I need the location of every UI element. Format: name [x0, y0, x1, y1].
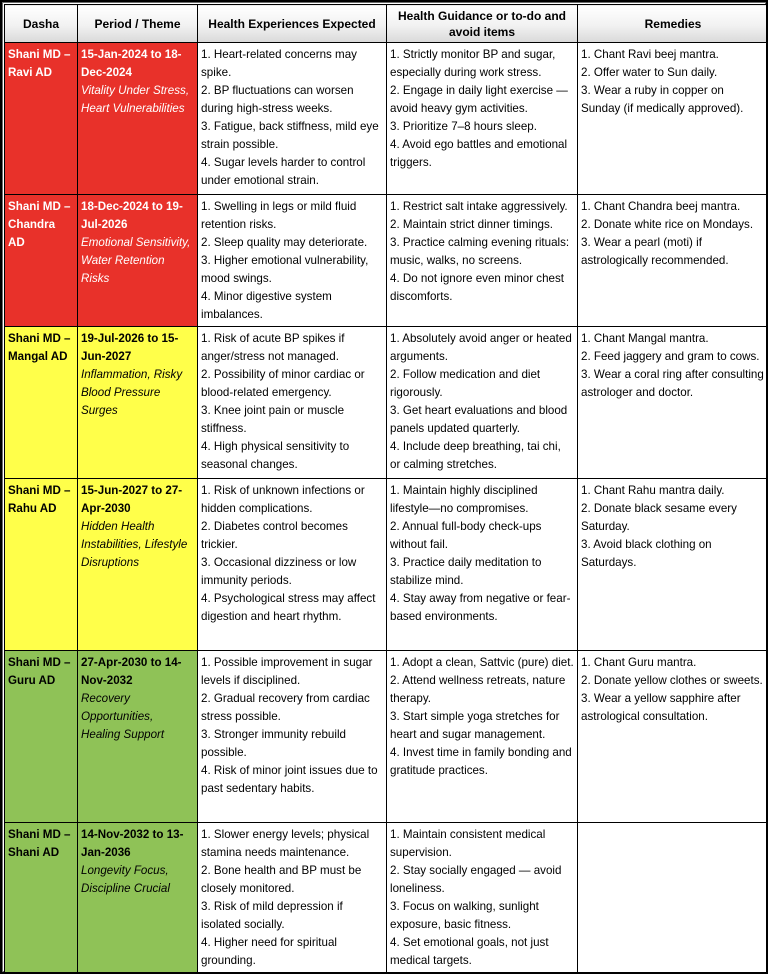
dasha-cell: Shani MD – Shani AD [5, 823, 78, 974]
health-cell [198, 195, 387, 327]
guidance-item: 1. Adopt a clean, Sattvic (pure) diet. [390, 656, 574, 669]
header-dasha: Dasha [5, 5, 78, 43]
guidance-item: 3. Focus on walking, sunlight exposure, basic fitness. [390, 900, 539, 931]
guidance-item: 1. Restrict salt intake aggressively. [390, 200, 568, 213]
remedy-item: 2. Donate black sesame every Saturday. [581, 502, 737, 533]
remedy-item: 2. Donate yellow clothes or sweets. [581, 674, 763, 687]
health-item: 1. Slower energy levels; physical stamina needs maintenance. [201, 828, 370, 859]
period-cell [78, 479, 198, 651]
dasha-cell: Shani MD – Rahu AD [5, 479, 78, 651]
dasha-cell: Shani MD – Mangal AD [5, 327, 78, 479]
dasha-cell: Shani MD – Ravi AD [5, 43, 78, 195]
health-item: 1. Risk of acute BP spikes if anger/stress not managed. [201, 332, 345, 363]
guidance-item: 3. Practice daily meditation to stabilize mind. [390, 556, 542, 587]
period-theme: Inflammation, Risky Blood Pressure Surges [81, 368, 183, 417]
health-item: 4. Psychological stress may affect digestion and heart rhythm. [201, 592, 376, 623]
health-cell [198, 43, 387, 195]
table-row [5, 195, 768, 327]
remedy-item: 3. Avoid black clothing on Saturdays. [581, 538, 712, 569]
guidance-item: 1. Strictly monitor BP and sugar, especially during work stress. [390, 48, 556, 79]
guidance-item: 2. Annual full-body check-ups without fail. [390, 520, 542, 551]
guidance-item: 4. Set emotional goals, not just medical targets. [390, 936, 549, 967]
health-item: 3. Occasional dizziness or low immunity periods. [201, 556, 357, 587]
guidance-item: 3. Start simple yoga stretches for heart and sugar management. [390, 710, 560, 741]
guidance-cell [387, 651, 578, 823]
health-item: 2. Sleep quality may deteriorate. [201, 236, 368, 249]
guidance-item: 1. Maintain consistent medical supervision. [390, 828, 546, 859]
period-theme: Vitality Under Stress, Heart Vulnerabilities [81, 84, 190, 115]
health-item: 2. Gradual recovery from cardiac stress possible. [201, 692, 370, 723]
remedy-item: 2. Donate white rice on Mondays. [581, 218, 754, 231]
period-cell [78, 823, 198, 974]
period-dates: 18-Dec-2024 to 19-Jul-2026 [81, 200, 183, 231]
period-theme: Recovery Opportunities, Healing Support [81, 692, 165, 741]
health-cell [198, 651, 387, 823]
table-row [5, 651, 768, 823]
remedies-cell-empty [578, 823, 768, 974]
guidance-cell [387, 479, 578, 651]
guidance-cell [387, 195, 578, 327]
table-row [5, 327, 768, 479]
remedies-cell [578, 195, 768, 327]
health-cell [198, 823, 387, 974]
dasha-cell: Shani MD – Chandra AD [5, 195, 78, 327]
guidance-item: 2. Follow medication and diet rigorously. [390, 368, 541, 399]
period-cell [78, 651, 198, 823]
header-guidance: Health Guidance or to-do and avoid items [387, 5, 578, 43]
period-cell [78, 195, 198, 327]
header-period: Period / Theme [78, 5, 198, 43]
health-cell [198, 327, 387, 479]
remedy-item: 2. Offer water to Sun daily. [581, 66, 718, 79]
remedy-item: 1. Chant Guru mantra. [581, 656, 697, 669]
remedy-item: 1. Chant Chandra beej mantra. [581, 200, 741, 213]
period-theme: Emotional Sensitivity, Water Retention Risks [81, 236, 191, 285]
period-dates: 19-Jul-2026 to 15-Jun-2027 [81, 332, 179, 363]
health-item: 2. Possibility of minor cardiac or blood-related emergency. [201, 368, 365, 399]
table-row [5, 823, 768, 974]
guidance-item: 1. Maintain highly disciplined lifestyle—no compromises. [390, 484, 538, 515]
remedy-item: 2. Feed jaggery and gram to cows. [581, 350, 760, 363]
remedy-item: 1. Chant Ravi beej mantra. [581, 48, 719, 61]
remedy-item: 1. Chant Mangal mantra. [581, 332, 709, 345]
period-cell [78, 43, 198, 195]
remedies-cell [578, 327, 768, 479]
health-item: 4. Higher need for spiritual grounding. [201, 936, 337, 967]
period-theme: Longevity Focus, Discipline Crucial [81, 864, 170, 895]
period-theme: Hidden Health Instabilities, Lifestyle Disruptions [81, 520, 188, 569]
health-item: 3. Higher emotional vulnerability, mood swings. [201, 254, 369, 285]
health-item: 1. Heart-related concerns may spike. [201, 48, 357, 79]
remedy-item: 1. Chant Rahu mantra daily. [581, 484, 725, 497]
remedies-cell [578, 43, 768, 195]
health-item: 3. Fatigue, back stiffness, mild eye strain possible. [201, 120, 379, 151]
guidance-item: 3. Get heart evaluations and blood panels updated quarterly. [390, 404, 568, 435]
dasha-health-table [4, 4, 768, 974]
table-row [5, 43, 768, 195]
health-item: 4. Sugar levels harder to control under emotional strain. [201, 156, 366, 187]
guidance-item: 4. Include deep breathing, tai chi, or calming stretches. [390, 440, 561, 471]
guidance-cell [387, 43, 578, 195]
guidance-item: 2. Attend wellness retreats, nature therapy. [390, 674, 566, 705]
remedies-cell [578, 479, 768, 651]
guidance-item: 3. Prioritize 7–8 hours sleep. [390, 120, 537, 133]
period-dates: 14-Nov-2032 to 13-Jan-2036 [81, 828, 184, 859]
guidance-item: 4. Do not ignore even minor chest discomforts. [390, 272, 565, 303]
guidance-item: 2. Engage in daily light exercise — avoid heavy gym activities. [390, 84, 568, 115]
guidance-item: 2. Maintain strict dinner timings. [390, 218, 554, 231]
guidance-item: 3. Practice calming evening rituals: music, walks, no screens. [390, 236, 570, 267]
remedy-item: 3. Wear a ruby in copper on Sunday (if medically approved). [581, 84, 744, 115]
health-item: 4. High physical sensitivity to seasonal changes. [201, 440, 350, 471]
health-item: 2. Bone health and BP must be closely monitored. [201, 864, 362, 895]
health-item: 2. Diabetes control becomes trickier. [201, 520, 348, 551]
guidance-item: 4. Avoid ego battles and emotional triggers. [390, 138, 568, 169]
guidance-item: 2. Stay socially engaged — avoid loneliness. [390, 864, 562, 895]
header-row [5, 5, 768, 43]
health-item: 3. Knee joint pain or muscle stiffness. [201, 404, 345, 435]
period-dates: 15-Jan-2024 to 18-Dec-2024 [81, 48, 182, 79]
health-item: 4. Minor digestive system imbalances. [201, 290, 332, 321]
health-item: 2. BP fluctuations can worsen during high-stress weeks. [201, 84, 354, 115]
header-remedies: Remedies [578, 5, 768, 43]
health-cell [198, 479, 387, 651]
health-item: 4. Risk of minor joint issues due to past sedentary habits. [201, 764, 378, 795]
period-dates: 27-Apr-2030 to 14-Nov-2032 [81, 656, 182, 687]
guidance-item: 4. Stay away from negative or fear-based environments. [390, 592, 571, 623]
header-health: Health Experiences Expected [198, 5, 387, 43]
health-item: 1. Possible improvement in sugar levels if disciplined. [201, 656, 373, 687]
remedies-cell [578, 651, 768, 823]
period-cell [78, 327, 198, 479]
remedy-item: 3. Wear a coral ring after consulting astrologer and doctor. [581, 368, 764, 399]
guidance-item: 4. Invest time in family bonding and gratitude practices. [390, 746, 572, 777]
guidance-item: 1. Absolutely avoid anger or heated arguments. [390, 332, 572, 363]
health-item: 3. Risk of mild depression if isolated socially. [201, 900, 343, 931]
remedy-item: 3. Wear a pearl (moti) if astrologically recommended. [581, 236, 729, 267]
guidance-cell [387, 327, 578, 479]
table-row [5, 479, 768, 651]
health-item: 1. Risk of unknown infections or hidden complications. [201, 484, 365, 515]
remedy-item: 3. Wear a yellow sapphire after astrological consultation. [581, 692, 741, 723]
guidance-cell [387, 823, 578, 974]
health-item: 1. Swelling in legs or mild fluid retention risks. [201, 200, 357, 231]
health-item: 3. Stronger immunity rebuild possible. [201, 728, 346, 759]
dasha-cell: Shani MD – Guru AD [5, 651, 78, 823]
period-dates: 15-Jun-2027 to 27-Apr-2030 [81, 484, 183, 515]
